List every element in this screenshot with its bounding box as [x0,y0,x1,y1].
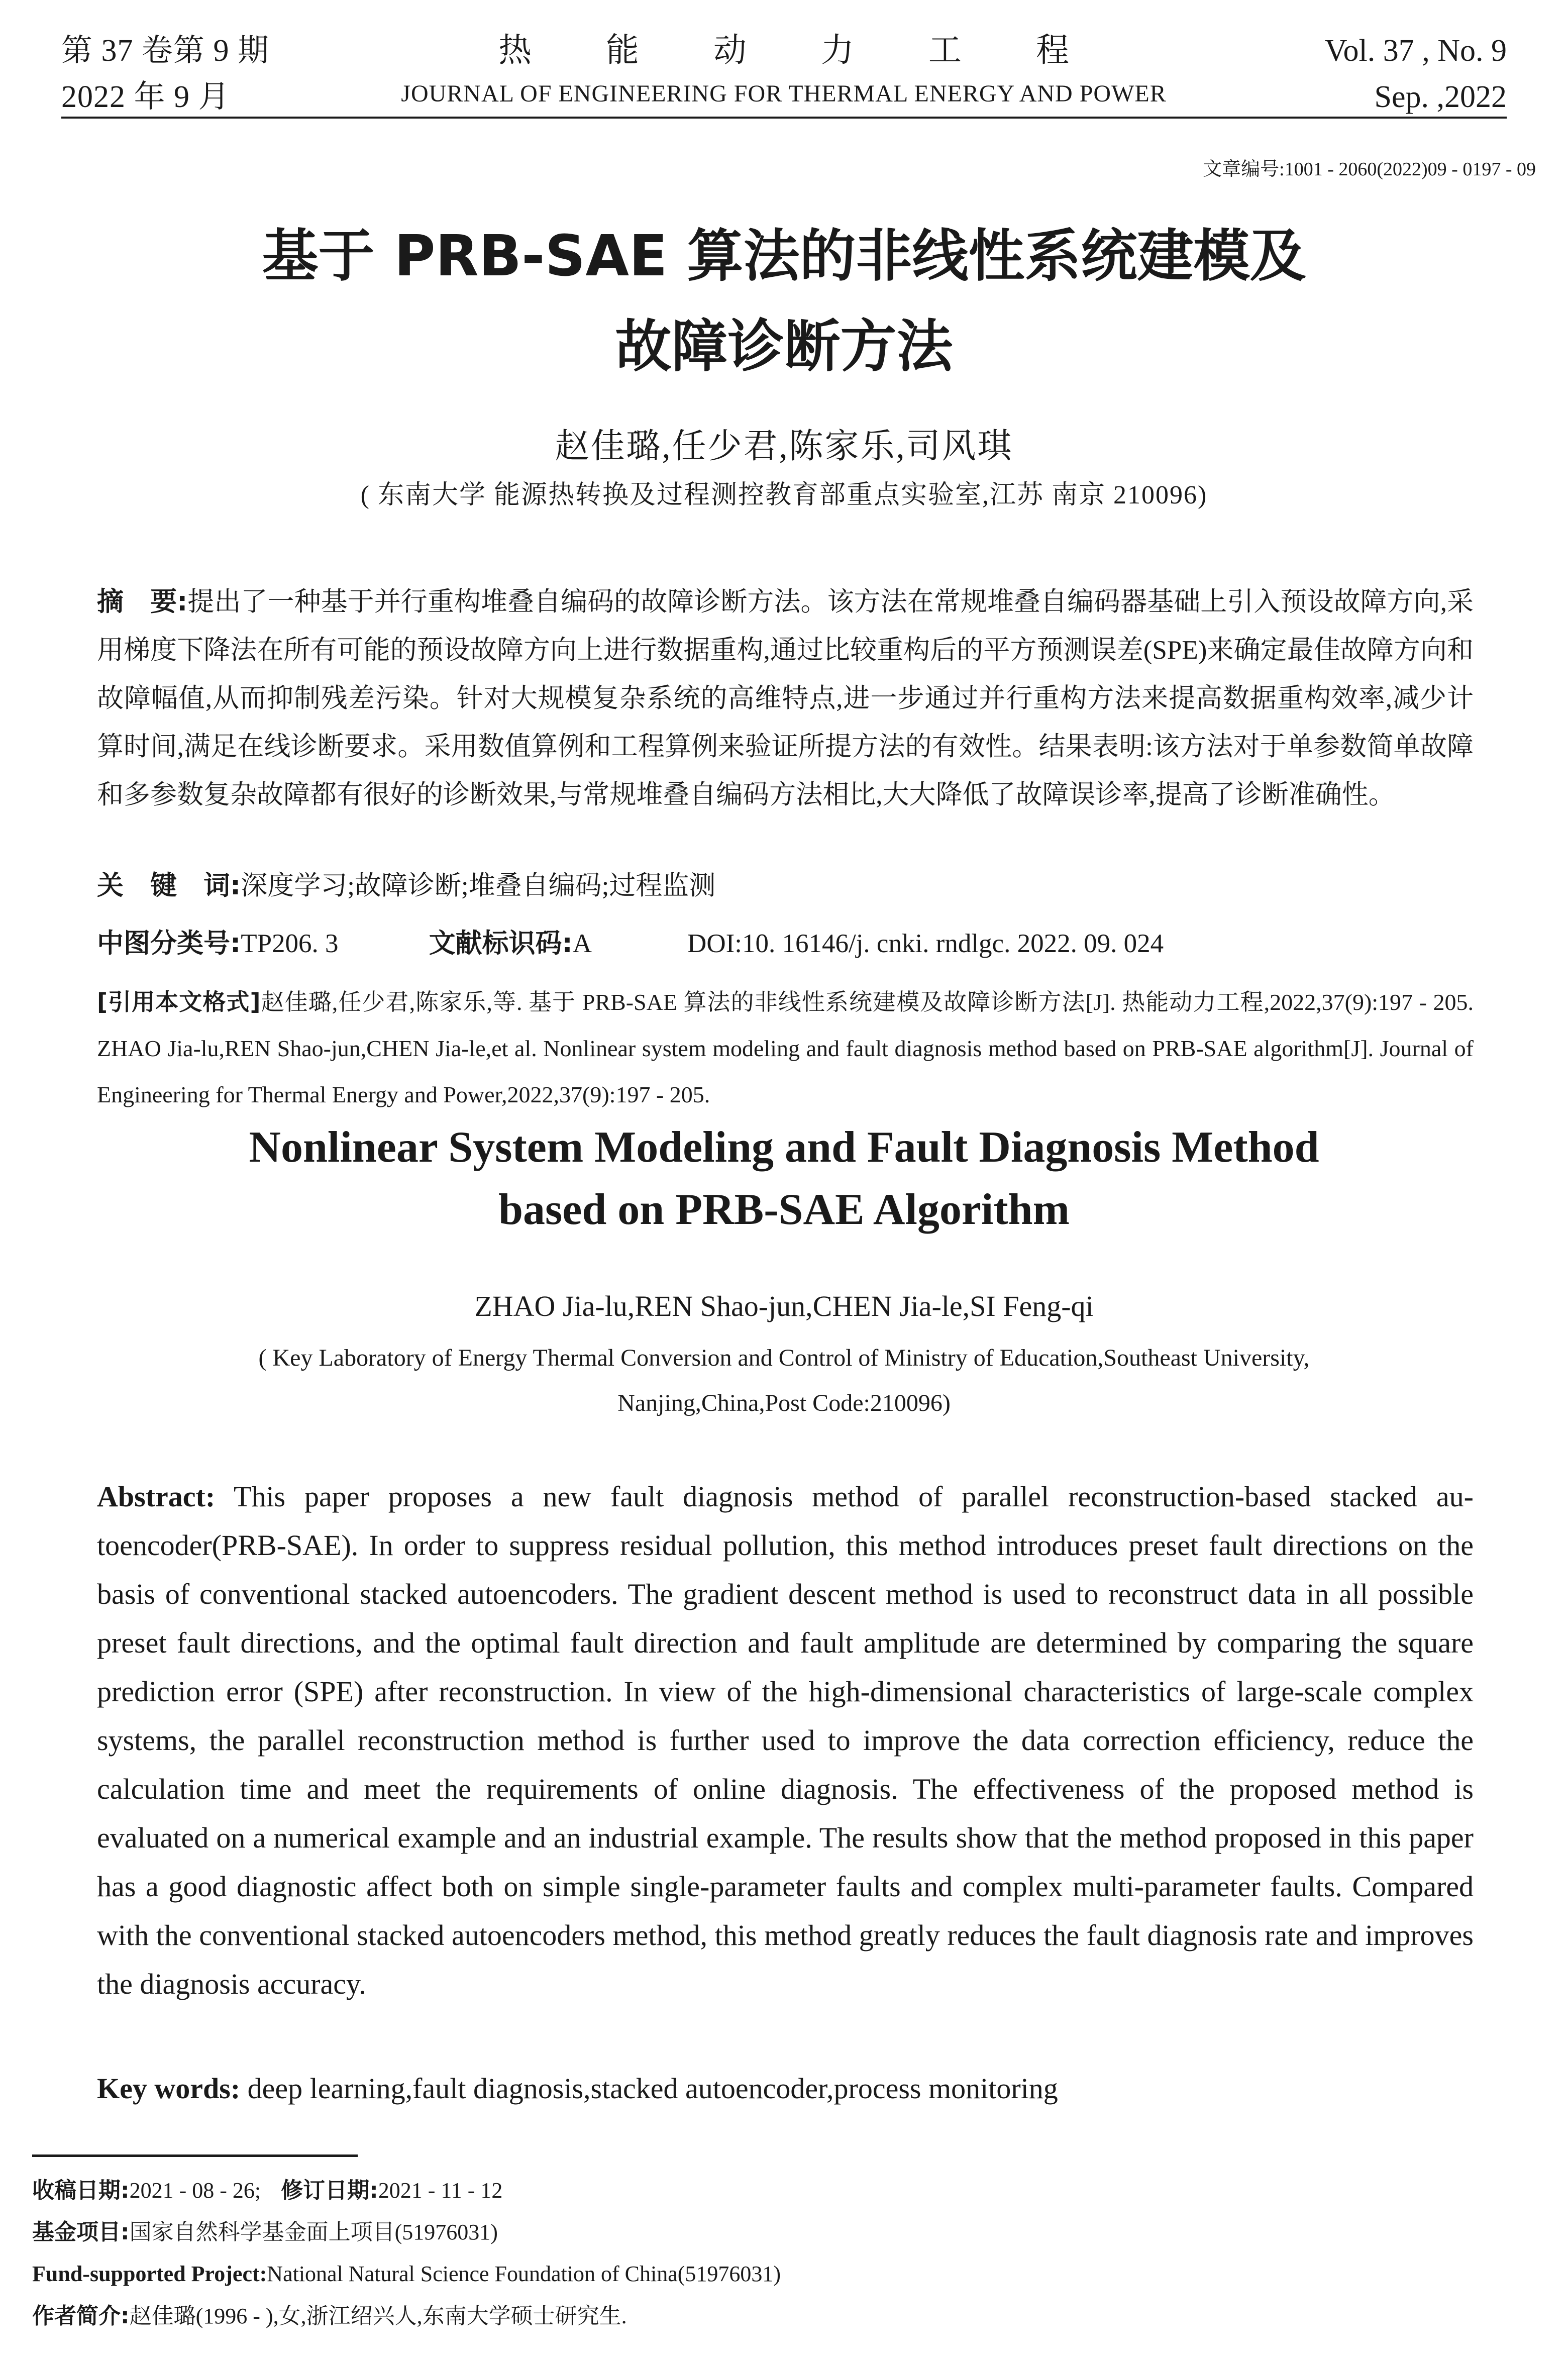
citation-text: 赵佳璐,任少君,陈家乐,等. 基于 PRB-SAE 算法的非线性系统建模及故障诊断方法[J]. 热能动力工程,2022,37(9):197 - 205. ZHAO Jia-lu,REN Shao-jun,CHEN Jia-le,et al. Nonlinear system modeling and fault diagnosis method based on PRB-SAE algorithm[J]. Journal of Engineering for Thermal Energy and Power,2022,37(9):197 - 205. [97,989,1474,1107]
authors-en: ZHAO Jia-lu,REN Shao-jun,CHEN Jia-le,SI Feng-qi [474,1290,1094,1322]
affiliation-en-line2: Nanjing,China,Post Code:210096) [617,1390,951,1416]
abstract-en [97,1472,1474,2008]
footnote-fund-cn [32,2217,1534,2247]
abstract-cn [97,578,1474,819]
volume-en: Vol. 37 , No. 9 [1324,34,1507,68]
article-number: 文章编号:1001 - 2060(2022)09 - 0197 - 09 [1203,159,1536,180]
classification-line [97,919,1474,968]
keywords-en-label: Key words: [97,2072,241,2105]
fund-en-label: Fund-supported Project: [32,2262,267,2286]
header-rule [61,117,1507,119]
received-label: 收稿日期: [32,2178,130,2203]
citation-label: [引用本文格式] [97,988,261,1015]
abstract-cn-label: 摘 要: [97,586,188,617]
footnote-fund-en [32,2259,1534,2289]
journal-name-en: JOURNAL OF ENGINEERING FOR THERMAL ENERGY AND POWER [401,80,1167,107]
title-en [100,1116,1468,1241]
authors-cn: 赵佳璐,任少君,陈家乐,司风琪 [555,427,1013,465]
revised-label: 修订日期: [281,2178,378,2203]
header-right [1325,28,1507,120]
affiliation-cn: ( 东南大学 能源热转换及过程测控教育部重点实验室,江苏 南京 210096) [360,481,1208,509]
title-cn-line2: 故障诊断方法 [615,314,953,379]
keywords-cn-text: 深度学习;故障诊断;堆叠自编码;过程监测 [241,871,716,900]
revised-value: 2021 - 11 - 12 [378,2178,503,2203]
affiliation-en [151,1336,1417,1426]
fund-en-value: National Natural Science Foundation of China(51976031) [267,2262,781,2286]
clc-label: 中图分类号: [97,928,241,959]
affiliation-en-line1: ( Key Laboratory of Energy Thermal Conversion and Control of Ministry of Education,Southeast University, [258,1345,1310,1371]
journal-header [0,28,1568,113]
doi: DOI:10. 16146/j. cnki. rndlgc. 2022. 09. 024 [687,929,1164,958]
header-center [352,28,1216,114]
date-cn: 2022 年 9 月 [61,80,230,114]
title-en-line2: based on PRB-SAE Algorithm [498,1185,1070,1234]
keywords-cn-label: 关 键 词: [97,870,241,901]
keywords-cn [97,862,1474,910]
citation-format [97,979,1474,1118]
abstract-cn-text: 提出了一种基于并行重构堆叠自编码的故障诊断方法。该方法在常规堆叠自编码器基础上引入预设故障方向,采用梯度下降法在所有可能的预设故障方向上进行数据重构,通过比较重构后的平方预测误差(SPE)来确定最佳故障方向和故障幅值,从而抑制残差污染。针对大规模复杂系统的高维特点,进一步通过并行重构方法来提高数据重构效率,减少计算时间,满足在线诊断要求。采用数值算例和工程算例来验证所提方法的有效性。结果表明:该方法对于单参数简单故障和多参数复杂故障都有很好的诊断效果,与常规堆叠自编码方法相比,大大降低了故障误诊率,提高了诊断准确性。 [97,587,1474,809]
clc-value: TP206. 3 [241,929,339,958]
abstract-en-text: This paper proposes a new fault diagnosis method of parallel reconstruction-based stacked autoencoder(PRB-SAE). In order to suppress residual pollution, this method introduces preset fault directions on the basis of conventional stacked autoencoders. The gradient descent method is used to reconstruct data in all possible preset fault directions, and the optimal fault direction and fault amplitude are determined by comparing the square prediction error (SPE) after reconstruction. In view of the high-dimensional characteristics of large-scale complex systems, the parallel reconstruction method is further used to improve the data correction efficiency, reduce the calculation time and meet the requirements of online diagnosis. The effectiveness of the proposed method is evaluated on a numerical example and an industrial example. The results show that the method proposed in this paper has a good diagnostic affect both on simple single-parameter faults and complex multi-parameter faults. Compared with the conventional stacked autoencoders method, this method greatly reduces the fault diagnosis rate and improves the diagnosis accuracy. [97,1480,1474,2000]
footnote-author-bio [32,2301,1534,2331]
date-en: Sep. ,2022 [1374,80,1507,114]
doc-code-value: A [572,929,592,958]
keywords-en [97,2064,1474,2113]
footnote-dates [32,2176,1534,2206]
title-cn [100,211,1468,392]
title-cn-line1: 基于 PRB-SAE 算法的非线性系统建模及 [262,224,1306,289]
keywords-en-text: deep learning,fault diagnosis,stacked autoencoder,process monitoring [247,2072,1058,2105]
received-value: 2021 - 08 - 26; [129,2178,261,2203]
fund-value: 国家自然科学基金面上项目(51976031) [129,2220,498,2244]
doc-code-label: 文献标识码: [429,928,573,959]
journal-name-cn: 热能动力工程 [498,32,1143,69]
footnote-rule [32,2154,358,2157]
title-en-line1: Nonlinear System Modeling and Fault Diagnosis Method [249,1123,1319,1172]
abstract-en-label: Abstract: [97,1480,216,1513]
fund-label: 基金项目: [32,2219,130,2245]
header-left [61,28,269,120]
issue-cn: 第 37 卷第 9 期 [61,34,270,68]
author-bio-label: 作者简介: [32,2303,130,2329]
author-bio-value: 赵佳璐(1996 - ),女,浙江绍兴人,东南大学硕士研究生. [129,2304,627,2328]
